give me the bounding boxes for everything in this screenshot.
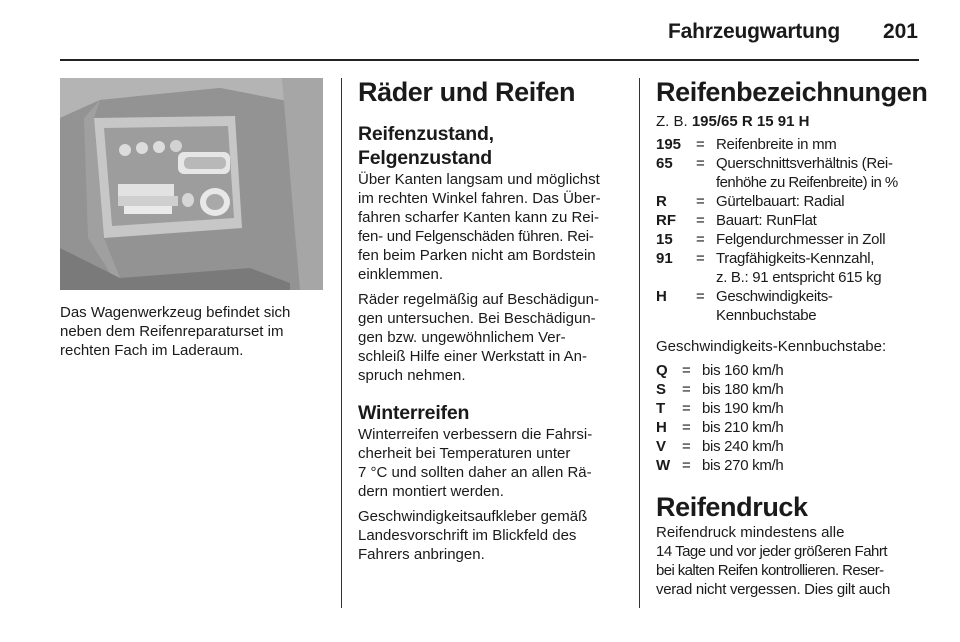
definition-row: R = Gürtelbauart: Radial	[656, 193, 845, 210]
paragraph-condition-1: Über Kanten langsam und möglichst im rechten Winkel fahren. Das Über- fahren scharfer Kanten kann zu Rei- fen- und Felgenschäden führen. Rei- fen beim Parken nicht am Bordstein einklemmen.	[358, 171, 601, 283]
speed-row: Q = bis 160 km/h	[656, 362, 784, 379]
speed-row: V = bis 240 km/h	[656, 438, 784, 455]
speed-row: T = bis 190 km/h	[656, 400, 784, 417]
cargo-tool-compartment-photo	[60, 78, 323, 290]
section-title-pressure: Reifendruck	[656, 492, 808, 522]
definition-row: 65 = Querschnittsverhältnis (Rei- fenhöhe zu Reifenbreite) in %	[656, 155, 898, 191]
definition-row: 91 = Tragfähigkeits-Kennzahl, z. B.: 91 entspricht 615 kg	[656, 250, 882, 286]
speed-row: S = bis 180 km/h	[656, 381, 784, 398]
section-title-designations: Reifenbezeichnungen	[656, 77, 928, 107]
speed-row: H = bis 210 km/h	[656, 419, 784, 436]
column-divider-1	[341, 78, 342, 608]
page-number: 201	[882, 20, 918, 43]
speed-rating-list	[656, 361, 924, 475]
speed-rating-intro: Geschwindigkeits-Kennbuchstabe:	[656, 338, 887, 355]
definition-row: 195 = Reifenbreite in mm	[656, 136, 837, 153]
section-title: Räder und Reifen	[358, 77, 576, 107]
paragraph-winter-1: Winterreifen verbessern die Fahrsi- cherheit bei Temperaturen unter 7 °C und sollten daher an allen Rä- dern montiert werden.	[358, 426, 593, 500]
photo-caption	[60, 303, 330, 360]
designation-example: Z. B. 195/65 R 15 91 H	[656, 113, 810, 130]
page-header	[0, 0, 960, 62]
definition-row: 15 = Felgendurchmesser in Zoll	[656, 231, 886, 248]
chapter-title: Fahrzeugwartung	[667, 20, 840, 43]
definition-row: H = Geschwindigkeits- Kennbuchstabe	[656, 288, 833, 324]
paragraph-pressure: Reifendruck mindestens alle 14 Tage und vor jeder größeren Fahrt bei kalten Reifen kontrollieren. Reser- verad nicht vergessen. Dies gilt auch	[656, 524, 891, 598]
column-wheels-tyres	[358, 76, 628, 564]
definition-row: RF = Bauart: RunFlat	[656, 212, 817, 229]
header-divider	[60, 59, 919, 61]
paragraph-winter-2: Geschwindigkeitsaufkleber gemäß Landesvorschrift im Blickfeld des Fahrers anbringen.	[358, 508, 588, 563]
column-tyre-designations	[656, 76, 928, 599]
subsection-heading-condition: Reifenzustand, Felgenzustand	[358, 123, 494, 169]
paragraph-condition-2: Räder regelmäßig auf Beschädigun- gen untersuchen. Bei Beschädigun- gen bzw. ungewöhnlichem Ver- schleiß Hilfe einer Werkstatt in An- spruch nehmen.	[358, 291, 599, 384]
column-divider-2	[639, 78, 640, 608]
speed-row: W = bis 270 km/h	[656, 457, 784, 474]
subsection-heading-winter: Winterreifen	[358, 402, 470, 424]
designation-definitions	[656, 135, 924, 325]
caption-line: neben dem Reifenreparaturset im	[60, 323, 284, 340]
caption-line: Das Wagenwerkzeug befindet sich	[60, 304, 291, 321]
caption-line: rechten Fach im Laderaum.	[60, 342, 244, 359]
